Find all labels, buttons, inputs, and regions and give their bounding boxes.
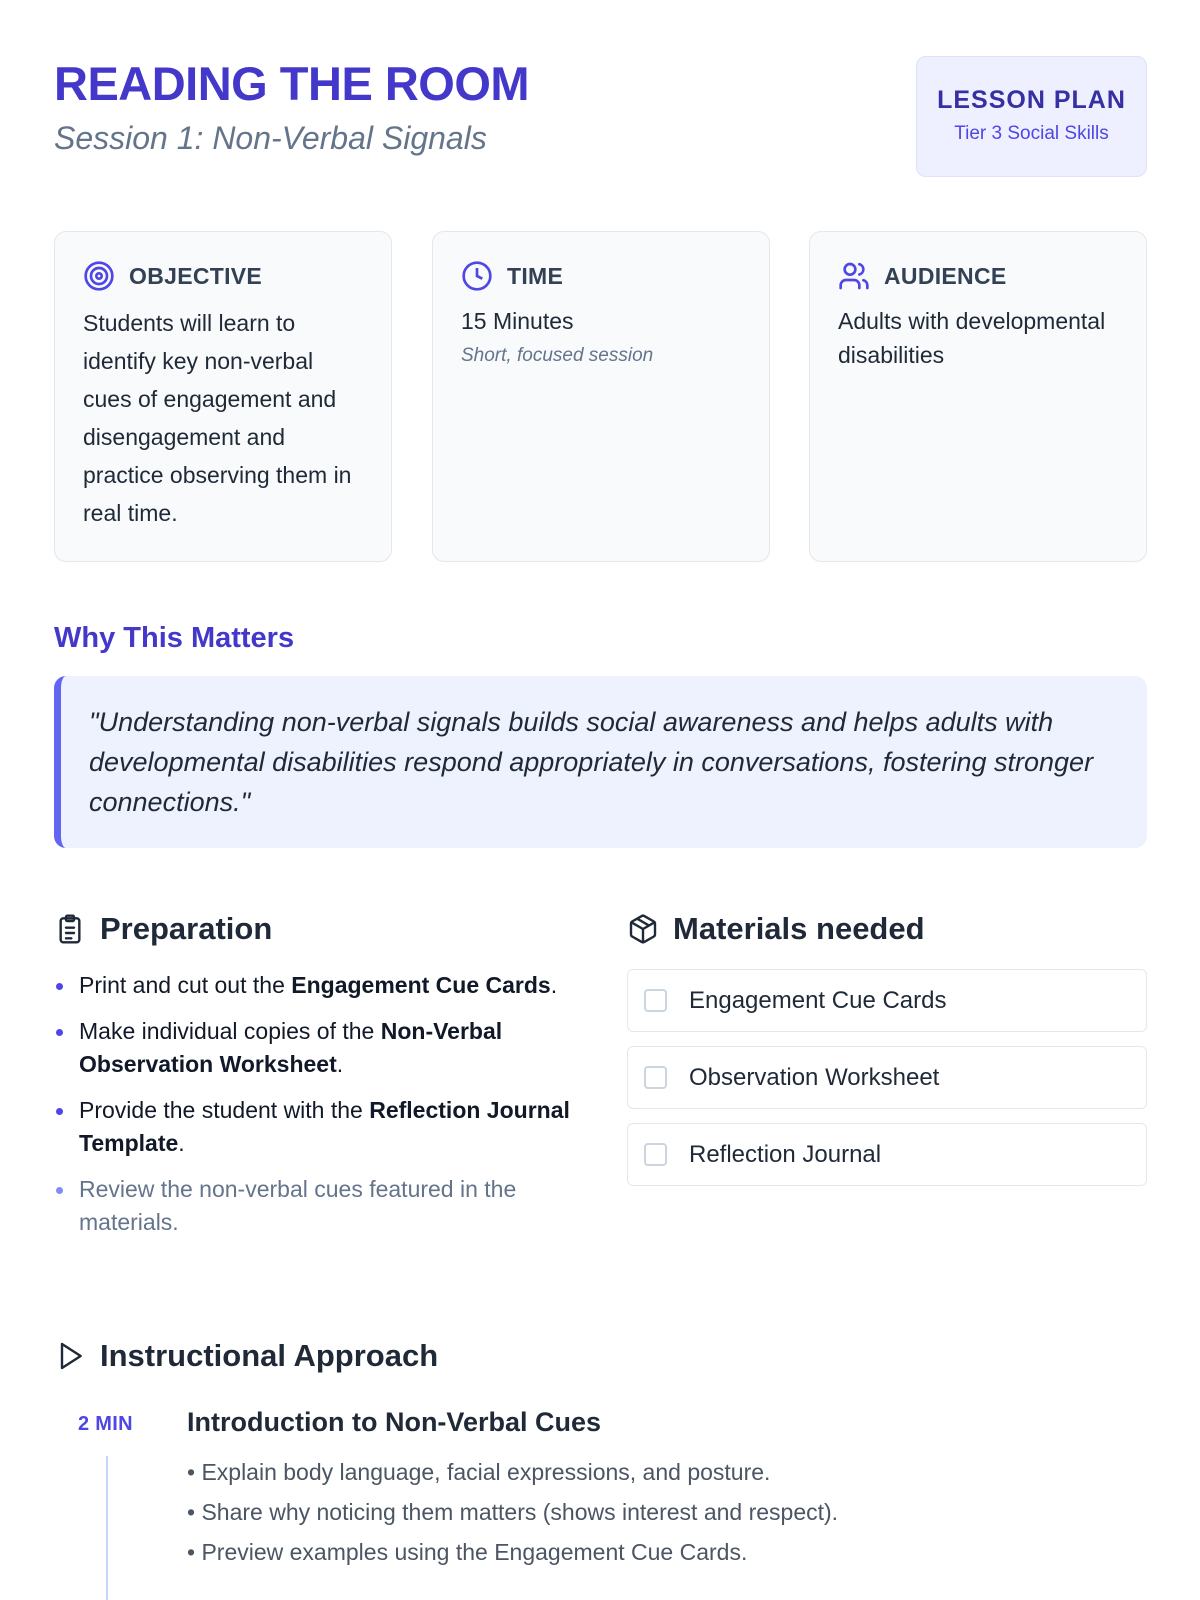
materials-heading <box>627 911 925 947</box>
list-item: • Preview examples using the Engagement Cue Cards. <box>187 1539 748 1565</box>
prep-material-name: Engagement Cue Cards <box>291 972 551 998</box>
list-item <box>54 1173 574 1239</box>
step-bullets <box>187 1452 838 1572</box>
time-card <box>432 231 770 562</box>
audience-card-header <box>838 260 1007 292</box>
material-item[interactable] <box>627 1123 1147 1186</box>
play-icon <box>54 1340 86 1372</box>
time-card-header <box>461 260 563 292</box>
preparation-heading <box>54 911 272 947</box>
material-item[interactable] <box>627 969 1147 1032</box>
list-item <box>54 1015 574 1081</box>
objective-label: OBJECTIVE <box>129 262 263 289</box>
time-note: Short, focused session <box>461 345 654 366</box>
time-body <box>461 304 745 370</box>
info-cards <box>54 231 1147 562</box>
checkbox[interactable] <box>644 989 667 1012</box>
badge-title: LESSON PLAN <box>937 86 1126 114</box>
materials-list <box>627 969 1147 1200</box>
clock-icon <box>461 260 493 292</box>
prep-text: Print and cut out the <box>79 972 292 998</box>
clipboard-icon <box>54 913 86 945</box>
page-title: READING THE ROOM <box>54 57 530 110</box>
prep-material-name: Reflection Journal Template <box>79 1097 570 1156</box>
timeline-line <box>106 1456 108 1600</box>
prep-punct: . <box>178 1130 185 1156</box>
prep-text: Make individual copies of the <box>79 1018 381 1044</box>
badge-subtitle: Tier 3 Social Skills <box>954 123 1109 144</box>
objective-card-header <box>83 260 262 292</box>
list-item <box>54 969 574 1002</box>
list-item: • Share why noticing them matters (shows interest and respect). <box>187 1499 839 1525</box>
prep-punct: . <box>550 972 558 998</box>
instructional-approach-heading <box>54 1338 438 1374</box>
objective-text: Students will learn to identify key non-verbal cues of engagement and disengagement and practice observing them in real time. <box>83 310 352 526</box>
prep-text: Review the non-verbal cues featured in the materials. <box>79 1176 517 1235</box>
time-label: TIME <box>507 262 564 289</box>
why-this-matters-heading: Why This Matters <box>54 622 295 654</box>
prep-punct: . <box>336 1051 344 1077</box>
materials-title: Materials needed <box>673 911 925 946</box>
material-label: Observation Worksheet <box>689 1063 940 1091</box>
list-item <box>54 1094 574 1160</box>
list-item: • Explain body language, facial expressions, and posture. <box>187 1459 771 1485</box>
prep-material-name: Non-Verbal Observation Worksheet <box>79 1018 503 1077</box>
checkbox[interactable] <box>644 1066 667 1089</box>
header <box>54 56 1147 180</box>
target-icon <box>83 260 115 292</box>
objective-card <box>54 231 392 562</box>
time-value: 15 Minutes <box>461 308 574 334</box>
material-item[interactable] <box>627 1046 1147 1109</box>
preparation-list <box>54 969 574 1252</box>
step-title: Introduction to Non-Verbal Cues <box>187 1407 602 1437</box>
why-this-matters-quote: "Understanding non-verbal signals builds social awareness and helps adults with developmental disabilities respond appropriately in conversations, fostering stronger connections." <box>54 676 1147 848</box>
step-duration: 2 MIN <box>78 1413 133 1435</box>
audience-text: Adults with developmental disabilities <box>838 308 1106 368</box>
users-icon <box>838 260 870 292</box>
prep-text: Provide the student with the <box>79 1097 370 1123</box>
preparation-title: Preparation <box>100 911 273 946</box>
instructional-approach-title: Instructional Approach <box>100 1338 439 1373</box>
box-icon <box>627 913 659 945</box>
audience-card <box>809 231 1147 562</box>
lesson-plan-badge <box>916 56 1147 177</box>
material-label: Engagement Cue Cards <box>689 986 947 1014</box>
material-label: Reflection Journal <box>689 1140 882 1168</box>
audience-label: AUDIENCE <box>884 262 1007 289</box>
checkbox[interactable] <box>644 1143 667 1166</box>
page-subtitle: Session 1: Non-Verbal Signals <box>54 120 487 156</box>
